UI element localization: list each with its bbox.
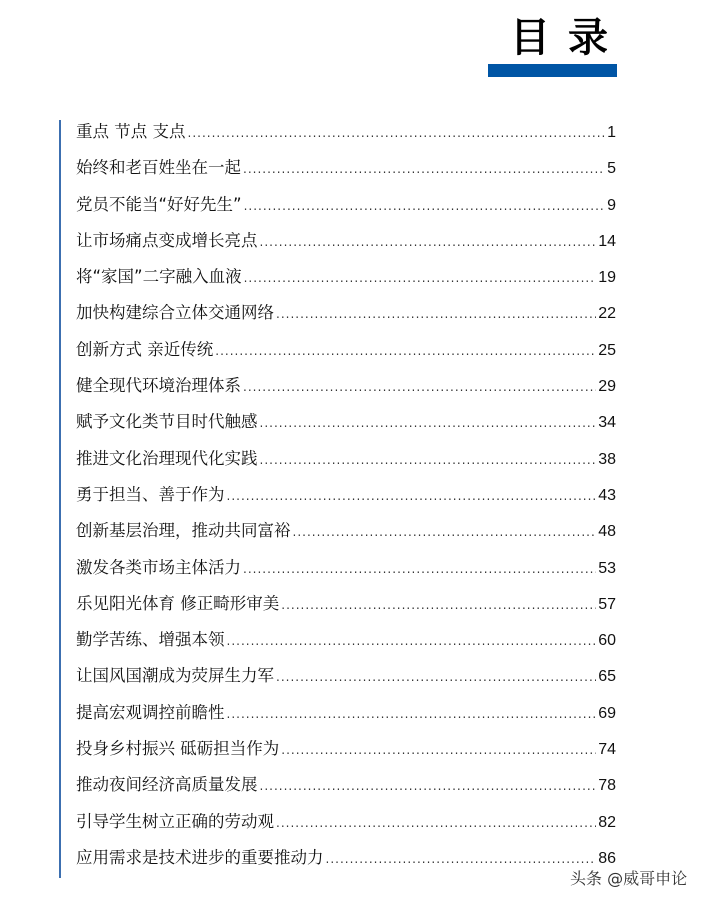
toc-entry[interactable] [76,150,616,186]
toc-entry[interactable] [76,658,616,694]
toc-entry-page: 48 [598,523,616,541]
toc-entry-title: 赋予文化类节目时代触感 [76,412,258,432]
toc-entry-title: 将“家国”二字融入血液 [76,267,242,287]
toc-entry[interactable] [76,295,616,331]
toc-entry[interactable] [76,731,616,767]
toc-entry-title: 投身乡村振兴 砥砺担当作为 [76,739,280,759]
toc-entry[interactable] [76,332,616,368]
toc-entry-page: 86 [598,849,616,867]
toc-entry[interactable] [76,114,616,150]
toc-entry-title: 党员不能当“好好先生” [76,194,242,214]
toc-entry-page: 5 [607,160,616,178]
dot-leader [243,369,596,405]
toc-entry-page: 29 [598,378,616,396]
toc-entry[interactable] [76,404,616,440]
toc-entry-title: 让市场痛点变成增长亮点 [76,230,258,250]
toc-entry-title: 勤学苦练、增强本领 [76,630,225,650]
dot-leader [260,442,597,478]
toc-entry-page: 38 [598,450,616,468]
toc-entry[interactable] [76,840,616,876]
toc-entry-page: 78 [598,777,616,795]
toc-entry-title: 加快构建综合立体交通网络 [76,303,274,323]
watermark: 头条 @威哥申论 [570,869,688,888]
toc-entry[interactable] [76,513,616,549]
toc-entry-page: 43 [598,486,616,504]
toc-entry-title: 勇于担当、善于作为 [76,484,225,504]
dot-leader [293,514,597,550]
toc-entry-page: 53 [598,559,616,577]
dot-leader [243,551,596,587]
toc-entry[interactable] [76,767,616,803]
toc-entry-title: 应用需求是技术进步的重要推动力 [76,847,324,867]
toc-entry-title: 提高宏观调控前瞻性 [76,702,225,722]
page-title: 目录 [510,15,626,61]
dot-leader [281,732,596,768]
toc-entry-page: 60 [598,632,616,650]
toc-entry-page: 25 [598,341,616,359]
dot-leader [260,768,597,804]
toc-entry[interactable] [76,368,616,404]
dot-leader [281,587,596,623]
dot-leader [215,333,596,369]
toc-entry-title: 始终和老百姓坐在一起 [76,158,241,178]
dot-leader [188,115,606,151]
dot-leader [227,696,597,732]
dot-leader [326,841,597,877]
dot-leader [260,224,597,260]
toc-entry[interactable] [76,223,616,259]
toc-entry[interactable] [76,550,616,586]
toc-entry[interactable] [76,477,616,513]
dot-leader [243,151,605,187]
toc-entry[interactable] [76,695,616,731]
dot-leader [276,805,596,841]
table-of-contents [76,114,616,876]
toc-entry-page: 65 [598,668,616,686]
toc-entry-page: 74 [598,741,616,759]
title-underline-bar [488,64,617,77]
toc-entry[interactable] [76,622,616,658]
dot-leader [244,188,605,224]
toc-entry-page: 14 [598,232,616,250]
dot-leader [260,405,597,441]
toc-entry-page: 69 [598,704,616,722]
toc-entry-title: 推动夜间经济高质量发展 [76,775,258,795]
toc-entry-page: 1 [607,124,616,141]
toc-entry[interactable] [76,441,616,477]
toc-entry[interactable] [76,187,616,223]
toc-left-rule [59,120,61,878]
toc-entry-title: 重点 节点 支点 [76,122,186,141]
toc-entry-title: 引导学生树立正确的劳动观 [76,811,274,831]
toc-entry[interactable] [76,259,616,295]
toc-entry-title: 让国风国潮成为荧屏生力军 [76,666,274,686]
toc-entry-title: 推进文化治理现代化实践 [76,448,258,468]
toc-entry-page: 82 [598,813,616,831]
toc-entry[interactable] [76,586,616,622]
toc-entry[interactable] [76,804,616,840]
dot-leader [276,296,596,332]
toc-entry-title: 健全现代环境治理体系 [76,376,241,396]
dot-leader [227,623,597,659]
dot-leader [244,260,597,296]
toc-entry-page: 57 [598,595,616,613]
dot-leader [276,659,596,695]
toc-entry-title: 创新基层治理，推动共同富裕 [76,521,291,541]
toc-entry-title: 激发各类市场主体活力 [76,557,241,577]
toc-entry-page: 19 [598,269,616,287]
toc-entry-title: 创新方式 亲近传统 [76,339,214,359]
toc-entry-page: 9 [607,196,616,214]
toc-entry-page: 34 [598,414,616,432]
toc-entry-page: 22 [598,305,616,323]
toc-entry-title: 乐见阳光体育 修正畸形审美 [76,593,280,613]
dot-leader [227,478,597,514]
